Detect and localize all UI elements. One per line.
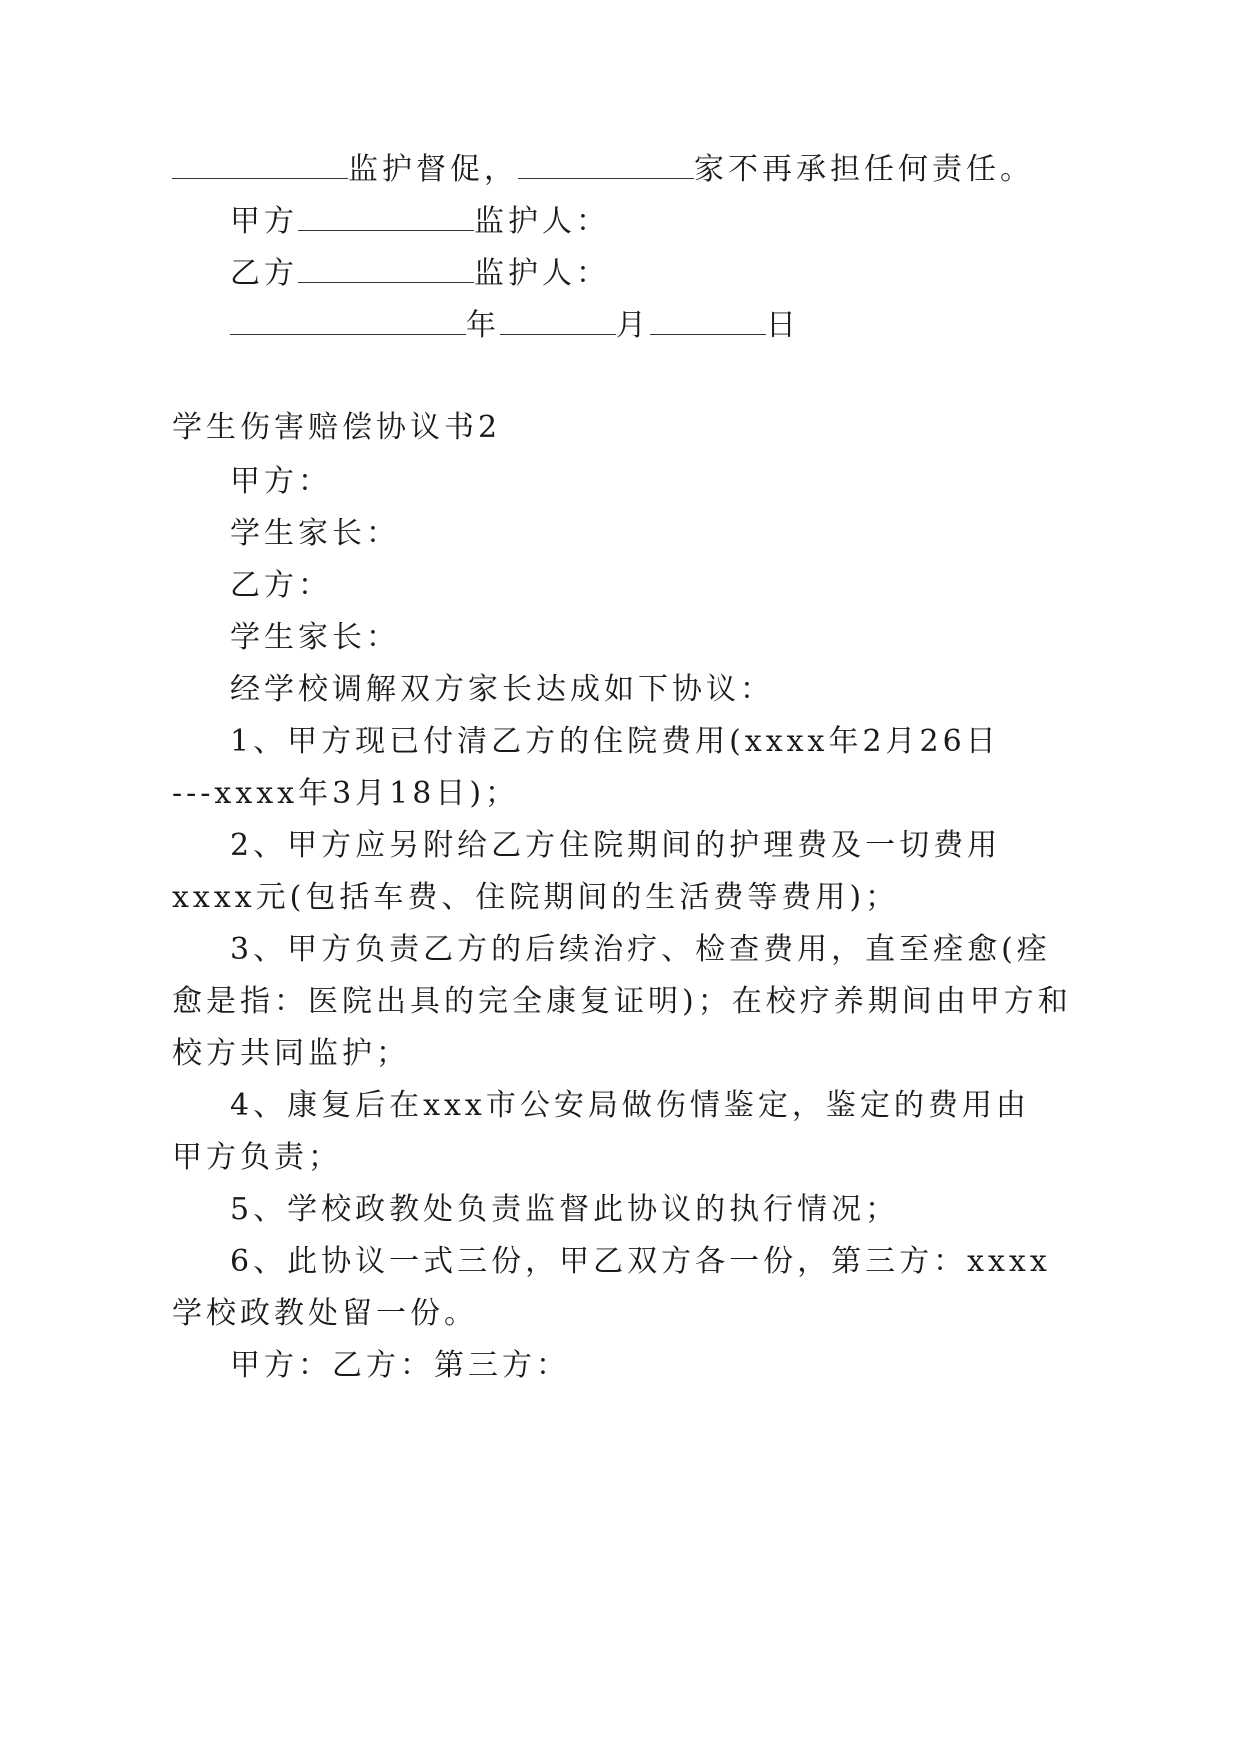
clause-6-line-2: 学校政教处留一份。 [172, 1296, 478, 1331]
date-line [230, 306, 800, 346]
blank-line [298, 254, 474, 283]
no-responsibility-text: 家不再承担任何责任。 [694, 152, 1034, 187]
party-b-label: 乙方 [230, 256, 298, 291]
blank-line [172, 150, 348, 179]
year-label: 年 [466, 308, 500, 343]
month-label: 月 [616, 308, 650, 343]
guardian-label: 监护人： [474, 204, 610, 239]
clause-2-line-2: xxxx元(包括车费、住院期间的生活费等费用)； [172, 880, 900, 915]
clause-1-line-2: ---xxxx年3月18日)； [172, 776, 520, 811]
party-a-line: 甲方： [230, 464, 332, 499]
clause-5: 5、学校政教处负责监督此协议的执行情况； [230, 1192, 900, 1227]
blank-line [298, 202, 474, 231]
blank-line [650, 306, 766, 335]
clause-6-line-1: 6、此协议一式三份，甲乙双方各一份，第三方：xxxx [230, 1244, 1051, 1279]
clause-4-line-2: 甲方负责； [172, 1140, 342, 1175]
blank-line [500, 306, 616, 335]
guardian-label: 监护人： [474, 256, 610, 291]
responsibility-line [172, 150, 1034, 190]
party-b-guardian-line [230, 254, 610, 294]
clause-3-line-2: 愈是指：医院出具的完全康复证明)；在校疗养期间由甲方和 [172, 984, 1072, 1019]
clause-4-line-1: 4、康复后在xxx市公安局做伤情鉴定，鉴定的费用由 [230, 1088, 1030, 1123]
clause-3-line-1: 3、甲方负责乙方的后续治疗、检查费用，直至痊愈(痊 [230, 932, 1051, 967]
blank-line [230, 306, 466, 335]
clause-3-line-3: 校方共同监护； [172, 1036, 410, 1071]
party-a-guardian-line [230, 202, 610, 242]
intro-line: 经学校调解双方家长达成如下协议： [230, 672, 774, 707]
day-label: 日 [766, 308, 800, 343]
signature-line: 甲方：乙方：第三方： [230, 1348, 570, 1383]
document-title: 学生伤害赔偿协议书2 [172, 410, 502, 445]
parent-a-line: 学生家长： [230, 516, 400, 551]
supervision-text: 监护督促， [348, 152, 518, 187]
blank-line [518, 150, 694, 179]
clause-1-line-1: 1、甲方现已付清乙方的住院费用(xxxx年2月26日 [230, 724, 1000, 759]
party-b-line: 乙方： [230, 568, 332, 603]
parent-b-line: 学生家长： [230, 620, 400, 655]
party-a-label: 甲方 [230, 204, 298, 239]
clause-2-line-1: 2、甲方应另附给乙方住院期间的护理费及一切费用 [230, 828, 1002, 863]
